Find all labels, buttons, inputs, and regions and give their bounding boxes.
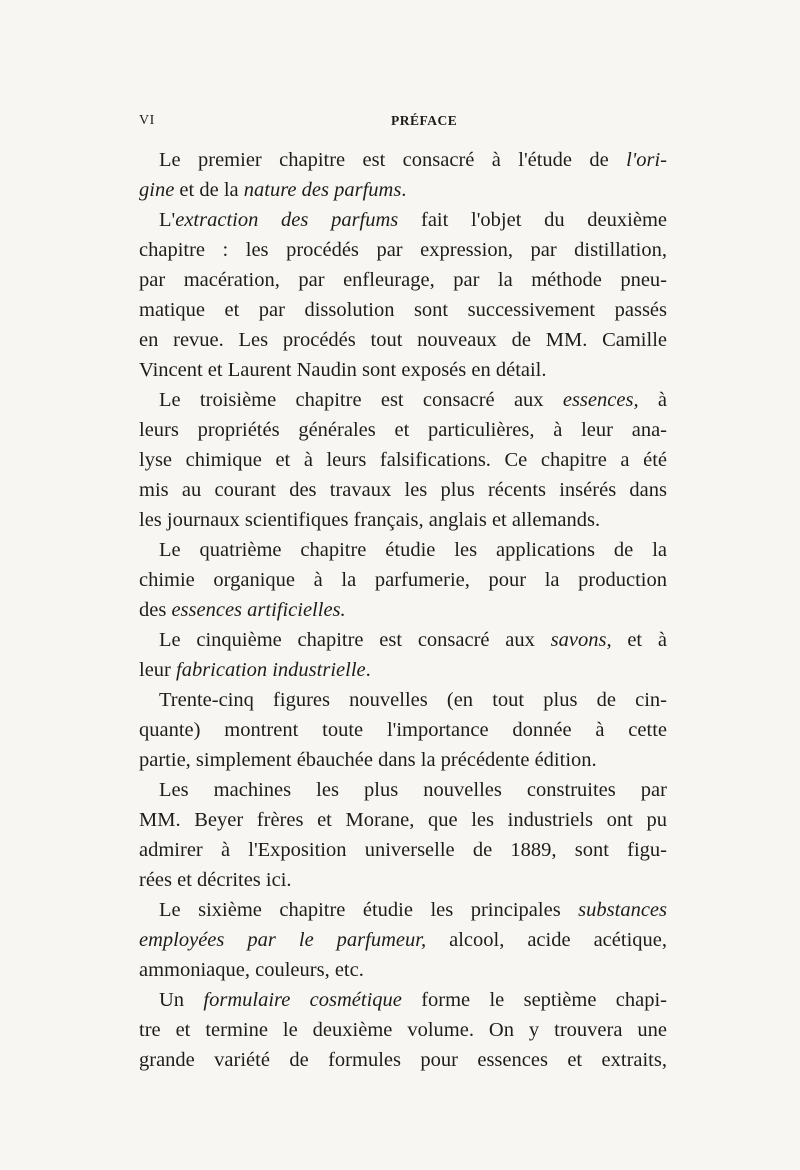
- text-span: chimie organique à la parfumerie, pour la production: [139, 569, 667, 591]
- text-span: Le troisième chapitre est consacré aux: [159, 389, 563, 411]
- text-span: matique et par dissolution sont successivement passés: [139, 299, 667, 321]
- text-span: Trente-cinq figures nouvelles (en tout plus de cin-: [159, 689, 667, 711]
- italic-text: nature des parfums: [243, 179, 402, 201]
- text-span: Un: [159, 989, 204, 1011]
- text-line: [139, 955, 667, 985]
- text-span: chapitre : les procédés par expression, par distillation,: [139, 239, 667, 261]
- text-line: [139, 715, 667, 745]
- text-span: ammoniaque, couleurs, etc.: [139, 959, 364, 981]
- text-line: [139, 685, 667, 715]
- text-line: [139, 175, 667, 205]
- text-line: [139, 415, 667, 445]
- italic-text: gine: [139, 179, 175, 201]
- text-line: [139, 895, 667, 925]
- text-span: et à: [611, 629, 667, 651]
- text-span: grande variété de formules pour essences et extraits,: [139, 1049, 667, 1071]
- text-span: par macération, par enfleurage, par la méthode pneu-: [139, 269, 667, 291]
- italic-text: essences artificielles.: [171, 599, 346, 621]
- text-span: les journaux scientifiques français, anglais et allemands.: [139, 509, 601, 531]
- text-span: alcool, acide acétique,: [426, 929, 667, 951]
- italic-text: formulaire cosmétique: [203, 989, 402, 1011]
- text-span: lyse chimique et à leurs falsifications. Ce chapitre a été: [139, 449, 667, 471]
- text-line: [139, 295, 667, 325]
- italic-text: employées par le parfumeur,: [139, 929, 427, 951]
- text-span: L': [159, 209, 176, 231]
- text-line: [139, 1015, 667, 1045]
- text-span: .: [365, 659, 371, 681]
- text-span: en revue. Les procédés tout nouveaux de MM. Camille: [139, 329, 667, 351]
- text-line: [139, 535, 667, 565]
- italic-text: extraction des parfums: [175, 209, 399, 231]
- text-span: des: [139, 599, 172, 621]
- text-line: [139, 475, 667, 505]
- text-line: [139, 925, 667, 955]
- text-span: quante) montrent toute l'importance donnée à cette: [139, 719, 667, 741]
- text-line: [139, 355, 667, 385]
- text-span: leur: [139, 659, 176, 681]
- text-span: et de la: [174, 179, 244, 201]
- text-span: Le sixième chapitre étudie les principales: [159, 899, 579, 921]
- text-span: Les machines les plus nouvelles construites par: [159, 779, 667, 801]
- text-line: [139, 775, 667, 805]
- italic-text: fabrication industrielle: [176, 659, 366, 681]
- text-line: [139, 265, 667, 295]
- text-line: [139, 565, 667, 595]
- text-span: forme le septième chapi-: [401, 989, 668, 1011]
- italic-text: savons,: [550, 629, 612, 651]
- text-span: Le cinquième chapitre est consacré aux: [159, 629, 551, 651]
- running-head: [139, 113, 667, 133]
- text-span: Le quatrième chapitre étudie les applications de la: [159, 539, 667, 561]
- text-line: [139, 835, 667, 865]
- text-span: rées et décrites ici.: [139, 869, 292, 891]
- text-line: [139, 385, 667, 415]
- text-line: [139, 325, 667, 355]
- text-line: [139, 655, 667, 685]
- text-line: [139, 865, 667, 895]
- text-span: fait l'objet du deuxième: [398, 209, 667, 231]
- text-span: MM. Beyer frères et Morane, que les industriels ont pu: [139, 809, 667, 831]
- text-line: [139, 595, 667, 625]
- italic-text: substances: [578, 899, 667, 921]
- text-span: Vincent et Laurent Naudin sont exposés en détail.: [139, 359, 547, 381]
- text-span: mis au courant des travaux les plus récents insérés dans: [139, 479, 667, 501]
- text-span: .: [401, 179, 407, 201]
- text-line: [139, 625, 667, 655]
- text-span: leurs propriétés générales et particulières, à leur ana-: [139, 419, 667, 441]
- text-line: [139, 205, 667, 235]
- text-line: [139, 1045, 667, 1075]
- text-line: [139, 145, 667, 175]
- text-span: tre et termine le deuxième volume. On y trouvera une: [139, 1019, 667, 1041]
- text-line: [139, 445, 667, 475]
- text-span: Le premier chapitre est consacré à l'étude de: [159, 149, 627, 171]
- running-head-title: PRÉFACE: [391, 113, 458, 128]
- italic-text: essences,: [562, 389, 639, 411]
- text-line: [139, 805, 667, 835]
- text-line: [139, 505, 667, 535]
- italic-text: l'ori-: [626, 149, 667, 171]
- text-line: [139, 235, 667, 265]
- text-span: admirer à l'Exposition universelle de 1889, sont figu-: [139, 839, 667, 861]
- text-line: [139, 985, 667, 1015]
- text-span: partie, simplement ébauchée dans la précédente édition.: [139, 749, 597, 771]
- page-number: VI: [139, 113, 155, 128]
- text-span: à: [638, 389, 667, 411]
- preface-body-text: [139, 145, 667, 1075]
- text-line: [139, 745, 667, 775]
